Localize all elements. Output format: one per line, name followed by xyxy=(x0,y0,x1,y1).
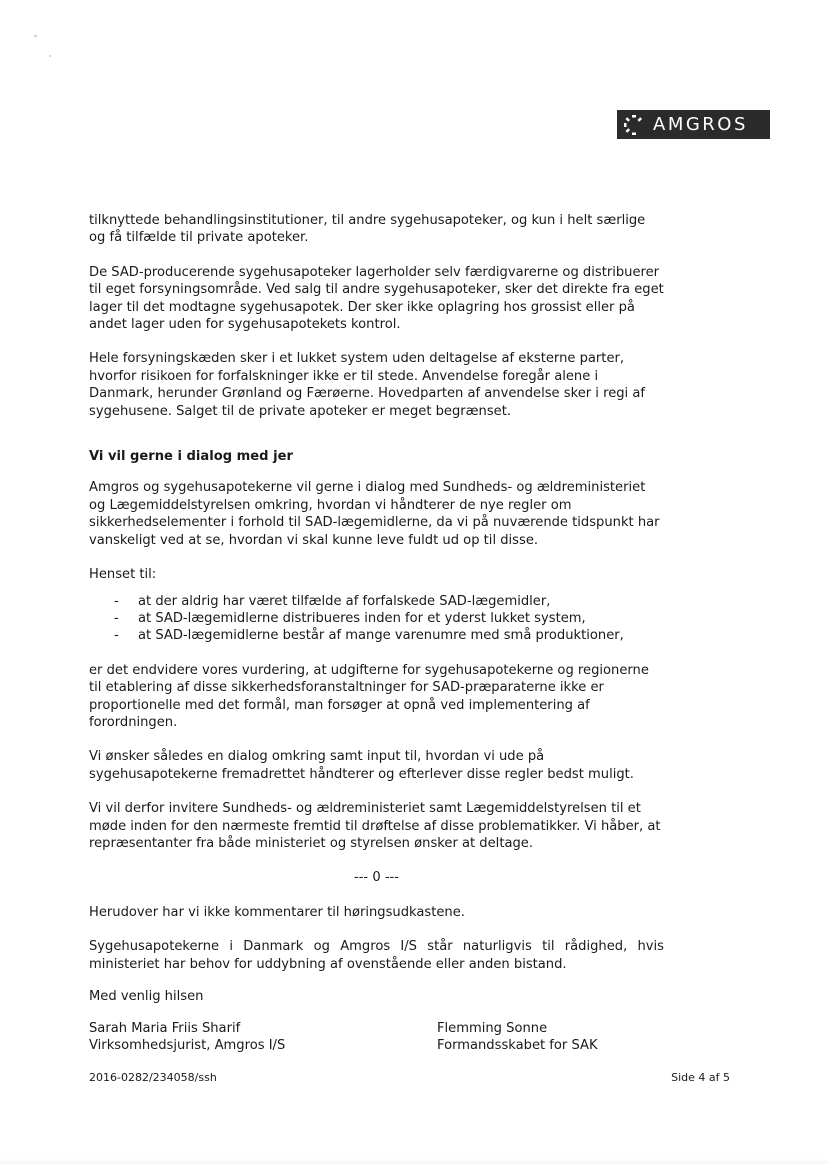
paragraph: er det endvidere vores vurdering, at udgifterne for sygehusapotekerne og regionerne til etablering af disse sikkerhedsforanstaltninger for SAD-præparaterne ikke er proportionelle med det formål, man forsøger at opnå ved implementering af forordningen. xyxy=(89,662,649,730)
section-heading: Vi vil gerne i dialog med jer xyxy=(89,449,293,465)
list-item-text: at SAD-lægemidlerne består af mange varenumre med små produktioner, xyxy=(138,628,624,644)
bullet-marker: - xyxy=(114,593,119,609)
amgros-logo xyxy=(617,110,770,139)
paragraph: Sygehusapotekerne i Danmark og Amgros I/S står naturligvis til rådighed, hvis ministeriet har behov for uddybning af ovenstående eller anden bistand. xyxy=(89,939,664,972)
paragraph: Vi vil derfor invitere Sundheds- og ældreministeriet samt Lægemiddelstyrelsen til et møde inden for den nærmeste fremtid til drøftelse af disse problematikker. Vi håber, at repræsentanter fra både ministeriet og styrelsen ønsker at deltage. xyxy=(89,801,661,851)
list-item xyxy=(89,593,664,610)
page-number: Side 4 af 5 xyxy=(671,1071,730,1084)
paragraph: Vi ønsker således en dialog omkring samt input til, hvordan vi ude på sygehusapotekerne fremadrettet håndterer og efterlever disse regler bedst muligt. xyxy=(89,749,634,782)
signature-left xyxy=(89,1020,285,1055)
list-item-text: at SAD-lægemidlerne distribueres inden for et yderst lukket system, xyxy=(138,610,586,626)
bullet-marker: - xyxy=(114,628,119,644)
document-reference: 2016-0282/234058/ssh xyxy=(89,1071,217,1084)
closing-greeting: Med venlig hilsen xyxy=(89,989,204,1004)
section-separator: --- 0 --- xyxy=(353,870,399,886)
list-item xyxy=(89,627,664,644)
signature-right xyxy=(437,1020,598,1055)
list-item xyxy=(89,610,664,627)
signatory-title: Virksomhedsjurist, Amgros I/S xyxy=(89,1038,286,1054)
paragraph: Henset til: xyxy=(89,567,157,583)
paragraph: Hele forsyningskæden sker i et lukket system uden deltagelse af eksterne parter, hvorfor risikoen for forfalskninger ikke er til stede. Anvendelse foregår alene i Danmark, herunder Grønland og Færøerne. Hovedparten af anvendelse sker i regi af sygehusene. Salget til de private apoteker er meget begrænset. xyxy=(89,351,645,419)
amgros-logo-icon xyxy=(623,114,645,136)
scan-edge xyxy=(0,1158,828,1164)
scan-speck xyxy=(34,35,37,37)
paragraph: tilknyttede behandlingsinstitutioner, til andre sygehusapoteker, og kun i helt særlige og få tilfælde til private apoteker. xyxy=(89,213,646,246)
list-item-text: at der aldrig har været tilfælde af forfalskede SAD-lægemidler, xyxy=(138,593,551,609)
letter-body xyxy=(89,212,664,990)
bullet-marker: - xyxy=(114,610,119,626)
logo-wordmark: AMGROS xyxy=(653,113,748,135)
signatory-name: Flemming Sonne xyxy=(437,1021,548,1036)
scan-speck xyxy=(49,55,51,57)
paragraph: Amgros og sygehusapotekerne vil gerne i dialog med Sundheds- og ældreministeriet og Lægemiddelstyrelsen omkring, hvordan vi håndterer de nye regler om sikkerhedselementer i forhold til SAD-lægemidlerne, da vi på nuværende tidspunkt har vanskeligt ved at se, hvordan vi skal kunne leve fuldt ud op til disse. xyxy=(89,480,660,548)
signatory-name: Sarah Maria Friis Sharif xyxy=(89,1021,241,1036)
signatory-title: Formandsskabet for SAK xyxy=(437,1038,598,1054)
paragraph: De SAD-producerende sygehusapoteker lagerholder selv færdigvarerne og distribuerer til eget forsyningsområde. Ved salg til andre sygehusapoteker, sker det direkte fra eget lager til det modtagne sygehusapotek. Der sker ikke oplagring hos grossist eller på andet lager uden for sygehusapotekets kontrol. xyxy=(89,264,664,333)
paragraph: Herudover har vi ikke kommentarer til høringsudkastene. xyxy=(89,904,465,920)
bullet-list xyxy=(89,593,664,645)
